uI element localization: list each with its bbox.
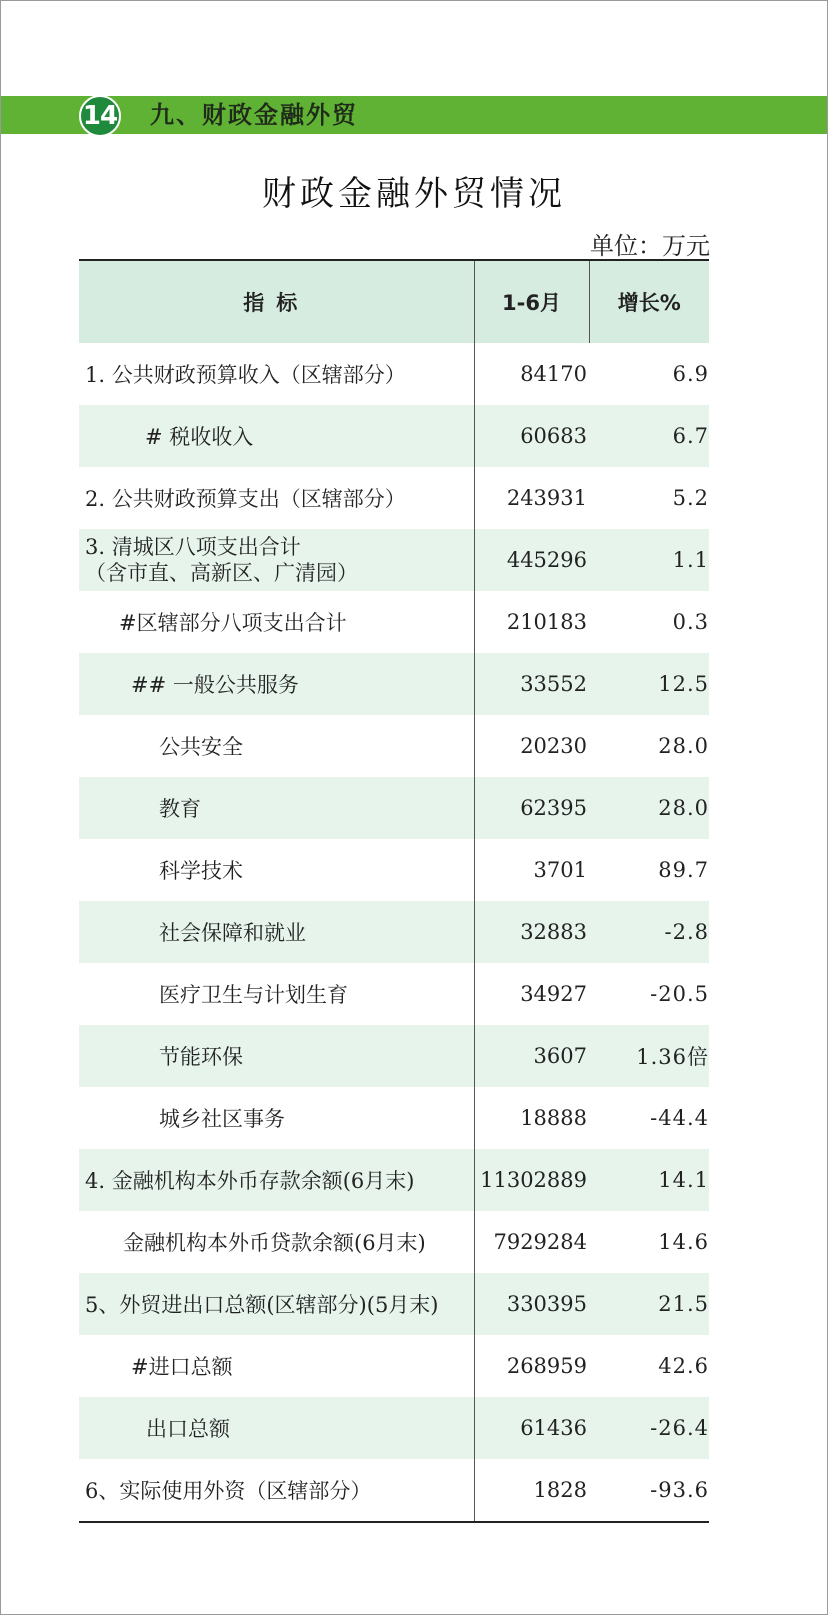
table-row bbox=[79, 1459, 709, 1522]
row-growth: -44.4 bbox=[650, 1106, 709, 1130]
row-name: ## 一般公共服务 bbox=[79, 653, 474, 715]
row-name: 公共安全 bbox=[79, 715, 474, 777]
row-growth: -93.6 bbox=[650, 1478, 709, 1502]
row-name: 6、实际使用外资（区辖部分） bbox=[79, 1459, 474, 1522]
row-value: 268959 bbox=[506, 1354, 587, 1378]
row-growth: -2.8 bbox=[589, 901, 709, 963]
row-growth: 1.36倍 bbox=[589, 1025, 709, 1087]
row-name: 5、外贸进出口总额(区辖部分)(5月末) bbox=[79, 1273, 474, 1335]
row-value: 243931 bbox=[506, 486, 587, 510]
row-value: 1828 bbox=[533, 1478, 587, 1502]
table-row bbox=[79, 1397, 709, 1459]
row-name: 社会保障和就业 bbox=[79, 901, 474, 963]
table-row bbox=[79, 777, 709, 839]
section-header-bar bbox=[1, 96, 827, 134]
unit-label: 单位：万元 bbox=[590, 232, 710, 260]
row-value: 20230 bbox=[520, 734, 587, 758]
document-title: 财政金融外贸情况 bbox=[262, 174, 566, 214]
table-row bbox=[79, 1211, 709, 1273]
row-name: # 税收收入 bbox=[79, 405, 474, 467]
table-row bbox=[79, 653, 709, 715]
row-name-line2: （含市直、高新区、广清园） bbox=[85, 561, 358, 585]
row-name: 节能环保 bbox=[79, 1025, 474, 1087]
table-row bbox=[79, 1087, 709, 1149]
row-growth: 21.5 bbox=[589, 1273, 709, 1335]
header-indicator: 指标 bbox=[79, 260, 474, 343]
row-growth: -20.5 bbox=[650, 982, 709, 1006]
row-value: 445296 bbox=[474, 529, 589, 591]
row-name: #区辖部分八项支出合计 bbox=[79, 591, 474, 653]
row-name: 出口总额 bbox=[79, 1397, 474, 1459]
row-name: 金融机构本外币贷款余额(6月末) bbox=[79, 1211, 474, 1273]
table-header-row bbox=[79, 260, 709, 343]
row-name: 城乡社区事务 bbox=[79, 1087, 474, 1149]
row-value: 3701 bbox=[533, 858, 587, 882]
row-value: 11302889 bbox=[474, 1149, 589, 1211]
row-growth: -26.4 bbox=[589, 1397, 709, 1459]
table-row bbox=[79, 1273, 709, 1335]
row-value: 330395 bbox=[474, 1273, 589, 1335]
header-growth: 增长% bbox=[589, 260, 709, 343]
table-row bbox=[79, 1149, 709, 1211]
row-value: 33552 bbox=[474, 653, 589, 715]
row-value: 18888 bbox=[520, 1106, 587, 1130]
row-value: 60683 bbox=[474, 405, 589, 467]
row-value: 34927 bbox=[520, 982, 587, 1006]
row-value: 3607 bbox=[474, 1025, 589, 1087]
row-growth: 14.1 bbox=[589, 1149, 709, 1211]
row-value: 32883 bbox=[474, 901, 589, 963]
row-name: 1. 公共财政预算收入（区辖部分） bbox=[79, 343, 474, 405]
table-row bbox=[79, 901, 709, 963]
row-name: 医疗卫生与计划生育 bbox=[79, 963, 474, 1025]
table-row bbox=[79, 963, 709, 1025]
row-name-line1: 3. 清城区八项支出合计 bbox=[85, 535, 301, 559]
header-period: 1-6月 bbox=[474, 260, 589, 343]
page-number-badge: 14 bbox=[79, 95, 121, 137]
row-value: 210183 bbox=[506, 610, 587, 634]
table-row bbox=[79, 1025, 709, 1087]
row-name: 科学技术 bbox=[79, 839, 474, 901]
row-name: 4. 金融机构本外币存款余额(6月末) bbox=[79, 1149, 474, 1211]
table-row bbox=[79, 1335, 709, 1397]
row-growth: 6.9 bbox=[672, 362, 709, 386]
row-growth: 42.6 bbox=[658, 1354, 709, 1378]
section-title: 九、财政金融外贸 bbox=[150, 101, 358, 129]
row-name: 2. 公共财政预算支出（区辖部分） bbox=[79, 467, 474, 529]
row-growth: 1.1 bbox=[589, 529, 709, 591]
finance-table bbox=[79, 259, 709, 1523]
table-row bbox=[79, 467, 709, 529]
table-row bbox=[79, 839, 709, 901]
row-growth: 14.6 bbox=[658, 1230, 709, 1254]
row-growth: 12.5 bbox=[589, 653, 709, 715]
table-row bbox=[79, 343, 709, 405]
row-growth: 6.7 bbox=[589, 405, 709, 467]
row-name bbox=[79, 529, 474, 591]
table-row bbox=[79, 529, 709, 591]
table-row bbox=[79, 405, 709, 467]
row-value: 61436 bbox=[474, 1397, 589, 1459]
table-row bbox=[79, 715, 709, 777]
row-growth: 0.3 bbox=[672, 610, 709, 634]
row-name: #进口总额 bbox=[79, 1335, 474, 1397]
row-value: 84170 bbox=[520, 362, 587, 386]
row-growth: 28.0 bbox=[658, 734, 709, 758]
row-growth: 89.7 bbox=[658, 858, 709, 882]
row-value: 7929284 bbox=[493, 1230, 587, 1254]
table-row bbox=[79, 591, 709, 653]
row-name: 教育 bbox=[79, 777, 474, 839]
row-growth: 28.0 bbox=[589, 777, 709, 839]
row-growth: 5.2 bbox=[672, 486, 709, 510]
row-value: 62395 bbox=[474, 777, 589, 839]
